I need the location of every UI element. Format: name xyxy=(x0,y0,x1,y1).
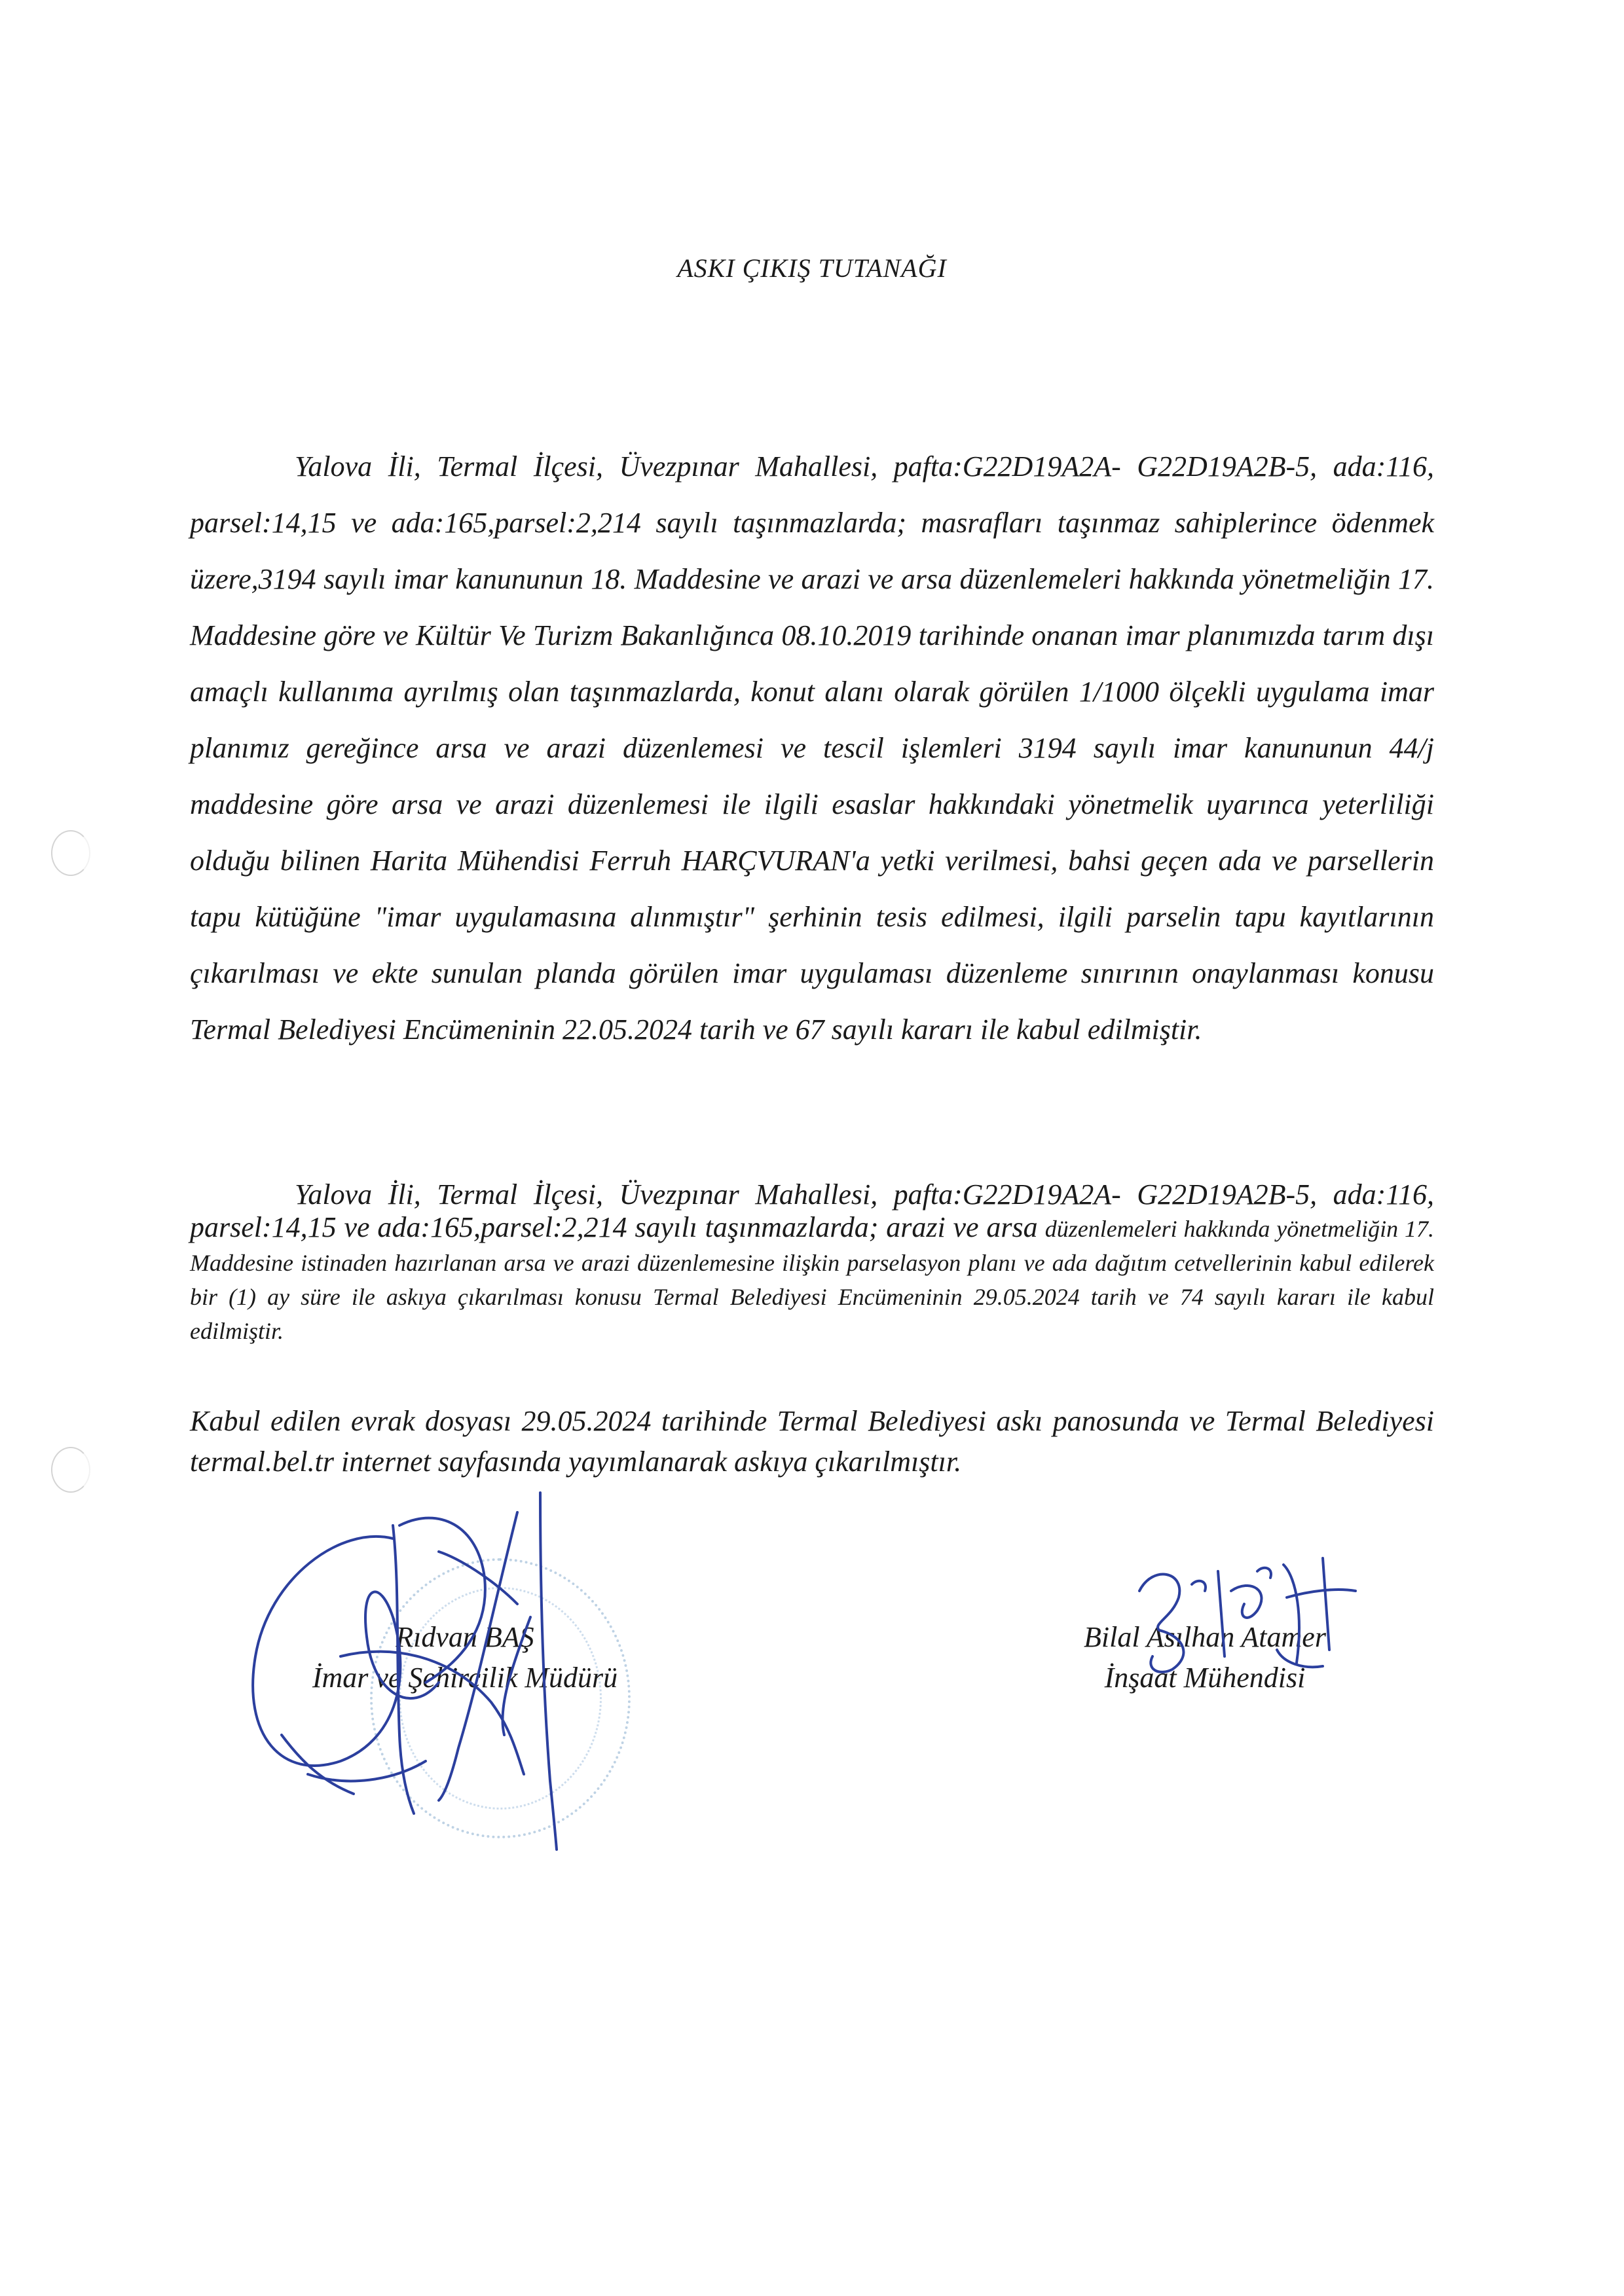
signature-right xyxy=(1126,1552,1362,1676)
signatory-right-role: İnşaat Mühendisi xyxy=(1104,1662,1306,1694)
paragraph-decision-1: Yalova İli, Termal İlçesi, Üvezpınar Mahallesi, pafta:G22D19A2A- G22D19A2B-5, ada:116, parsel:14,15 ve ada:165,parsel:2,214 sayılı taşınmazlarda; masrafları taşınmaz sahiplerince ödenmek üzere,3194 sayılı imar kanununun 18. Maddesine ve arazi ve arsa düzenlemeleri hakkında yönetmeliğin 17. Maddesine göre ve Kültür Ve Turizm Bakanlığınca 08.10.2019 tarihinde onanan imar planımızda tarım dışı amaçlı kullanıma ayrılmış olan taşınmazlarda, konut alanı olarak görülen 1/1000 ölçekli uygulama imar planımız gereğince arsa ve arazi düzenlemesi ve tescil işlemleri 3194 sayılı imar kanununun 44/j maddesine göre arsa ve arazi düzenlemesi ile ilgili esaslar hakkındaki yönetmelik uyarınca yeterliliği olduğu bilinen Harita Mühendisi Ferruh HARÇVURAN'a yetki verilmesi, bahsi geçen ada ve parsellerin tapu kütüğüne "imar uygulamasına alınmıştır" şerhinin tesis edilmesi, ilgili parselin tapu kayıtlarının çıkarılması ve ekte sunulan planda görülen imar uygulaması düzenleme sınırının onaylanması konusu Termal Belediyesi Encümeninin 22.05.2024 tarih ve 67 sayılı kararı ile kabul edilmiştir. xyxy=(190,450,1434,1046)
punch-hole-mark xyxy=(51,1447,90,1493)
signatory-left-name: Rıdvan BAŞ xyxy=(396,1621,534,1653)
signatory-left-role: İmar ve Şehircilik Müdürü xyxy=(312,1662,618,1694)
signature-left xyxy=(242,1486,648,1853)
paragraph-decision-2-body: düzenlemeleri hakkında yönetmeliğin 17. Maddesine istinaden hazırlanan arsa ve arazi düzenlemesine ilişkin parselasyon planı ve ada dağıtım cetvellerinin kabul edilerek bir (1) ay süre ile askıya çıkarılması konusu Termal Belediyesi Encümeninin 29.05.2024 tarih ve 74 sayılı kararı ile kabul edilmiştir. xyxy=(190,1216,1434,1344)
document-title: ASKI ÇIKIŞ TUTANAĞI xyxy=(677,253,947,283)
signatory-right-name: Bilal Asılhan Atamer xyxy=(1084,1621,1326,1653)
paragraph-decision-2-lead: Yalova İli, Termal İlçesi, Üvezpınar Mahallesi, pafta:G22D19A2A- G22D19A2B-5, ada:116, parsel:14,15 ve ada:165,parsel:2,214 sayılı taşınmazlarda; arazi ve arsa xyxy=(190,1178,1434,1243)
paragraph-decision-2 xyxy=(190,1178,1434,1347)
paragraph-publication: Kabul edilen evrak dosyası 29.05.2024 tarihinde Termal Belediyesi askı panosunda ve Termal Belediyesi termal.bel.tr internet sayfasında yayımlanarak askıya çıkarılmıştır. xyxy=(190,1405,1434,1478)
punch-hole-mark xyxy=(51,830,90,876)
